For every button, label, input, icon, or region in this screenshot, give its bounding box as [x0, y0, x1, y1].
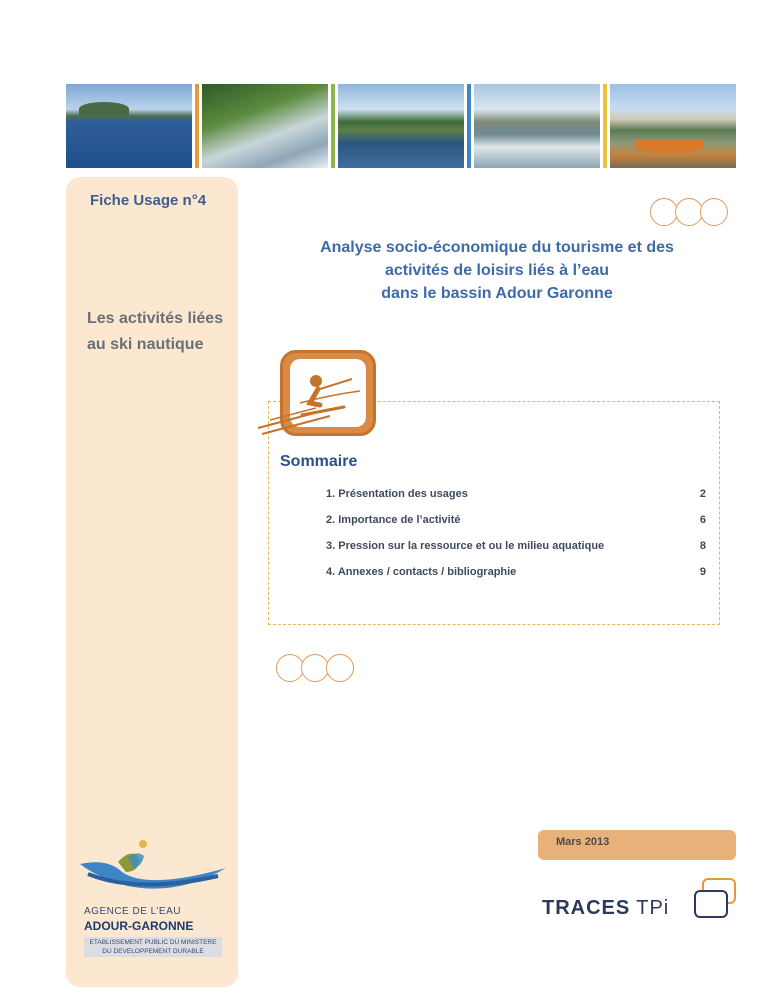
circle-shape	[700, 198, 728, 226]
photo-lake	[66, 84, 192, 168]
photo-river-valley	[338, 84, 464, 168]
toc-item[interactable]	[326, 514, 706, 540]
agency-subtitle-line: ETABLISSEMENT PUBLIC DU MINISTERE	[89, 939, 217, 946]
decorative-circles-top	[650, 198, 725, 226]
document-title	[262, 236, 732, 305]
toc-item-label: 3. Pression sur la ressource et ou le milieu aquatique	[326, 540, 605, 552]
toc-item[interactable]	[326, 540, 706, 566]
banner-stripe	[467, 84, 471, 168]
traces-boxes-logo	[694, 878, 738, 922]
agency-name-line2: ADOUR-GARONNE	[84, 919, 194, 933]
banner-stripe	[603, 84, 607, 168]
circle-shape	[650, 198, 678, 226]
circle-shape	[301, 654, 329, 682]
toc-item-label: 4. Annexes / contacts / bibliographie	[326, 566, 517, 578]
photo-rafting	[202, 84, 328, 168]
photo-canoe-bridge	[610, 84, 736, 168]
publication-date: Mars 2013	[556, 836, 610, 848]
toc-item-page: 9	[699, 566, 706, 578]
logo-box-navy	[694, 890, 728, 918]
fiche-label: Fiche Usage n°4	[90, 192, 207, 209]
publisher-suffix: TPi	[636, 897, 670, 919]
sommaire-heading: Sommaire	[280, 453, 358, 470]
title-line: dans le bassin Adour Garonne	[381, 285, 613, 302]
publisher-name: TRACES	[542, 897, 631, 919]
publisher-logo	[542, 897, 669, 920]
circle-shape	[675, 198, 703, 226]
photo-weir	[474, 84, 600, 168]
agency-swoosh-logo	[78, 832, 228, 898]
agency-subtitle	[84, 937, 222, 957]
table-of-contents	[326, 488, 706, 592]
toc-item-label: 1. Présentation des usages	[326, 488, 468, 500]
toc-item[interactable]	[326, 566, 706, 592]
circle-shape	[326, 654, 354, 682]
ski-lines-decor	[256, 398, 336, 438]
agency-name-line1: AGENCE DE L’EAU	[84, 906, 181, 917]
decorative-circles-bottom	[276, 654, 351, 682]
agency-subtitle-line: DU DEVELOPPEMENT DURABLE	[102, 948, 204, 955]
photo-banner	[66, 84, 736, 168]
circle-shape	[276, 654, 304, 682]
banner-stripe	[195, 84, 199, 168]
toc-item-page: 8	[699, 540, 706, 552]
banner-stripe	[331, 84, 335, 168]
toc-item-label: 2. Importance de l’activité	[326, 514, 461, 526]
usage-title: Les activités liées au ski nautique	[87, 310, 224, 353]
toc-item-page: 6	[699, 514, 706, 526]
toc-item[interactable]	[326, 488, 706, 514]
toc-item-page: 2	[699, 488, 706, 500]
title-line: activités de loisirs liés à l’eau	[384, 262, 610, 279]
title-line: Analyse socio-économique du tourisme et des	[320, 239, 674, 256]
